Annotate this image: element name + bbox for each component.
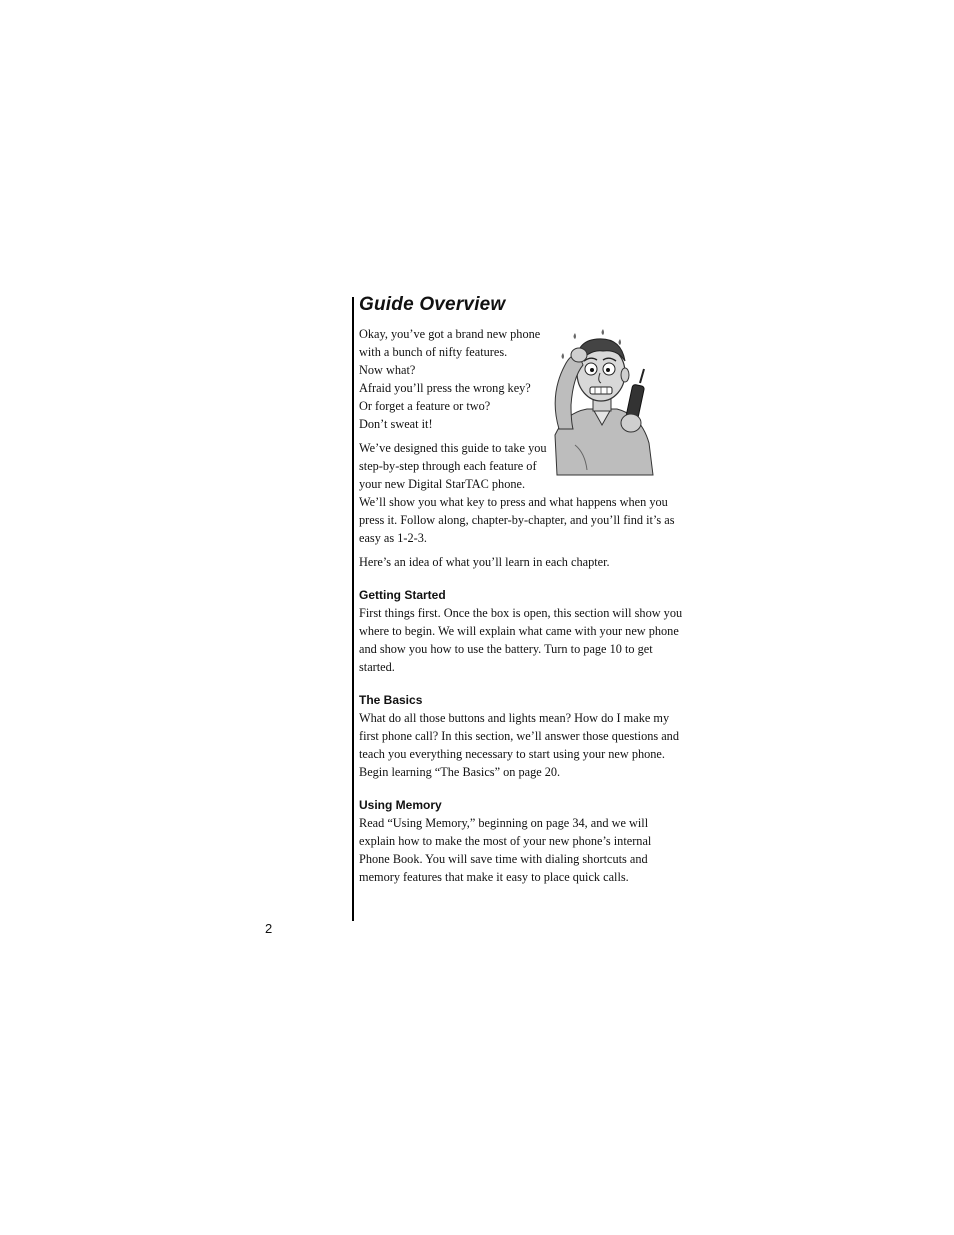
section-line: First things first. Once the box is open, this section will show you bbox=[359, 606, 683, 620]
section-line: where to begin. We will explain what came with your new phone bbox=[359, 624, 679, 638]
preview-paragraph bbox=[359, 553, 659, 571]
intro-line: Afraid you’ll press the wrong key? bbox=[359, 381, 531, 395]
design-line: We’ll show you what key to press and what happens when you bbox=[359, 495, 668, 509]
section-heading: Using Memory bbox=[359, 798, 442, 812]
section-using-memory bbox=[359, 796, 659, 886]
intro-line: Okay, you’ve got a brand new phone bbox=[359, 327, 541, 341]
design-line: press it. Follow along, chapter-by-chapter, and you’ll find it’s as bbox=[359, 513, 675, 527]
page-title: Guide Overview bbox=[359, 294, 506, 315]
section-the-basics bbox=[359, 691, 679, 781]
preview-line: Here’s an idea of what you’ll learn in each chapter. bbox=[359, 555, 610, 569]
margin-rule bbox=[352, 297, 354, 921]
intro-line: with a bunch of nifty features. bbox=[359, 345, 508, 359]
section-line: teach you everything necessary to start using your new phone. bbox=[359, 747, 665, 761]
section-line: explain how to make the most of your new phone’s internal bbox=[359, 834, 652, 848]
design-line: step-by-step through each feature of bbox=[359, 459, 537, 473]
section-line: Phone Book. You will save time with dialing shortcuts and bbox=[359, 852, 648, 866]
section-line: memory features that make it easy to place quick calls. bbox=[359, 870, 629, 884]
intro-line: Now what? bbox=[359, 363, 416, 377]
section-getting-started bbox=[359, 586, 683, 676]
section-line: Begin learning “The Basics” on page 20. bbox=[359, 765, 561, 779]
design-line: We’ve designed this guide to take you bbox=[359, 441, 547, 455]
section-body bbox=[359, 604, 683, 676]
intro-line: Or forget a feature or two? bbox=[359, 399, 491, 413]
section-body bbox=[359, 814, 659, 886]
section-line: What do all those buttons and lights mean? How do I make my bbox=[359, 711, 670, 725]
section-line: first phone call? In this section, we’ll answer those questions and bbox=[359, 729, 679, 743]
section-line: Read “Using Memory,” beginning on page 34, and we will bbox=[359, 816, 649, 830]
worried-man-holding-phone-icon bbox=[545, 325, 660, 480]
design-line: your new Digital StarTAC phone. bbox=[359, 477, 526, 491]
design-line: easy as 1-2-3. bbox=[359, 531, 427, 545]
intro-line: Don’t sweat it! bbox=[359, 417, 433, 431]
section-line: and show you how to use the battery. Turn to page 10 to get bbox=[359, 642, 653, 656]
section-heading: The Basics bbox=[359, 693, 423, 707]
page-number: 2 bbox=[265, 921, 273, 936]
section-line: started. bbox=[359, 660, 395, 674]
section-heading: Getting Started bbox=[359, 588, 446, 602]
section-body bbox=[359, 709, 679, 781]
